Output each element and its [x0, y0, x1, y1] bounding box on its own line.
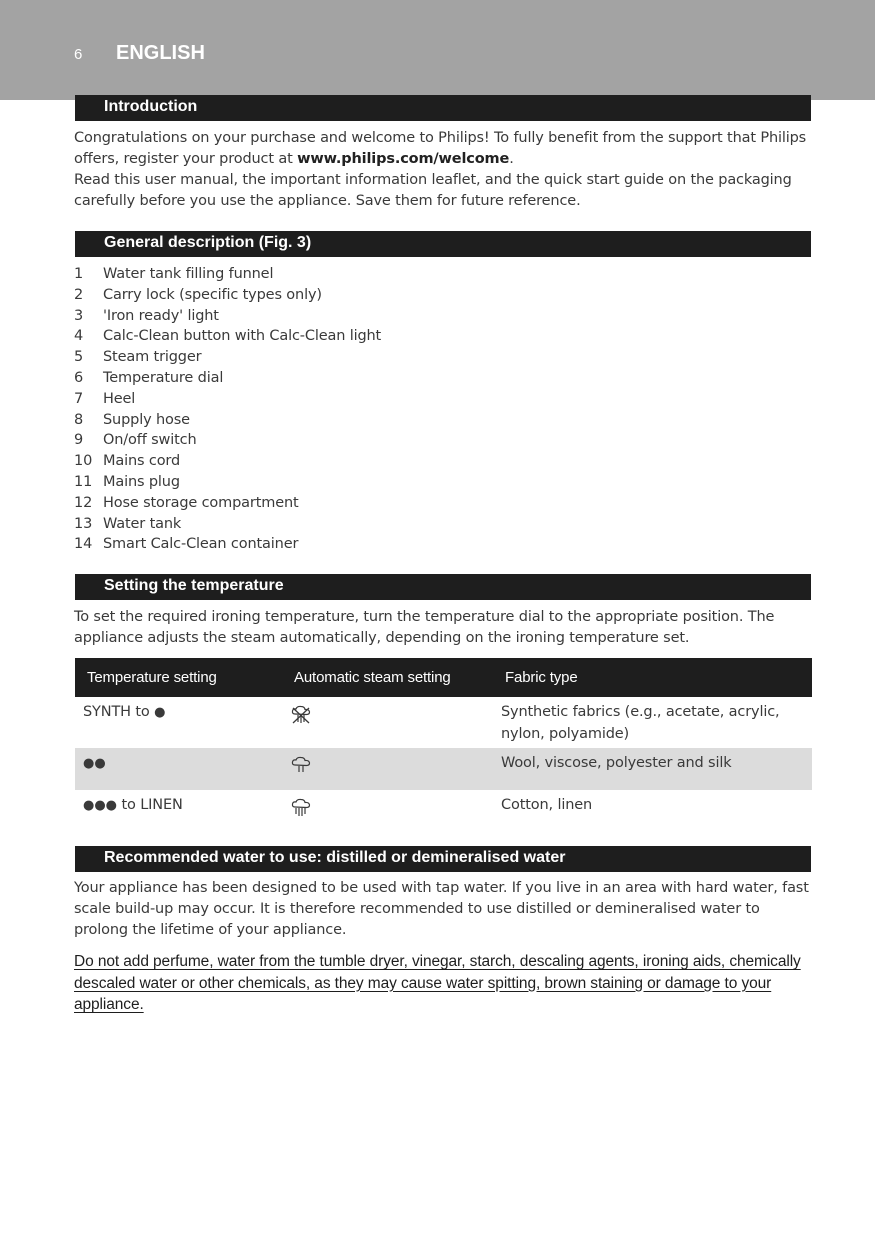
list-item-label: Smart Calc-Clean container — [103, 536, 299, 553]
list-item — [74, 451, 574, 472]
setting-suffix: to LINEN — [117, 797, 183, 813]
list-item-number: 13 — [74, 515, 93, 532]
temperature-dots: ● — [154, 705, 166, 720]
list-item-label: Carry lock (specific types only) — [103, 286, 322, 303]
table-row — [75, 748, 812, 790]
temperature-setting-cell — [75, 697, 282, 748]
list-item-label: Water tank — [103, 515, 182, 532]
list-item-number: 9 — [74, 432, 84, 449]
list-item-label: Hose storage compartment — [103, 494, 299, 511]
intro-text-a: Congratulations on your purchase and welcome to Philips! To fully benefit from the support that Philips offers, register your product at — [74, 130, 807, 167]
section-bar-general-description — [75, 231, 811, 257]
steam-setting-cell — [282, 790, 493, 844]
section-bar-setting-temperature — [75, 574, 811, 600]
list-item-label: Calc-Clean button with Calc-Clean light — [103, 328, 382, 345]
temperature-paragraph: To set the required ironing temperature, turn the temperature dial to the appropriate position. The appliance adjusts the steam automatically, depending on the ironing temperature set. — [74, 609, 775, 646]
list-item — [74, 264, 574, 285]
parts-list — [74, 264, 574, 555]
list-item-number: 11 — [74, 473, 93, 490]
section-title-introduction: Introduction — [104, 98, 198, 115]
page-number: 6 — [74, 46, 83, 63]
section-title-setting-temperature: Setting the temperature — [104, 577, 284, 594]
list-item-label: Water tank filling funnel — [103, 266, 274, 282]
section-title-recommended-water: Recommended water to use: distilled or demineralised water — [104, 849, 566, 866]
list-item-number: 2 — [74, 286, 84, 303]
table-row — [75, 790, 812, 844]
section-bar-introduction — [75, 95, 811, 121]
column-header-temperature-setting: Temperature setting — [75, 658, 282, 697]
temperature-table — [75, 658, 812, 844]
temperature-setting-cell — [75, 748, 282, 790]
table-header-row — [75, 658, 812, 697]
warning-text: Do not add perfume, water from the tumble dryer, vinegar, starch, descaling agents, ironing aids, chemically descaled water or other chemicals, as they may cause water spitting, brown staining or damage to your appliance. — [74, 953, 801, 1013]
list-item-label: On/off switch — [103, 432, 197, 449]
list-item-label: Steam trigger — [103, 349, 202, 366]
steam-setting-cell — [282, 748, 493, 790]
list-item-label: Heel — [103, 390, 136, 407]
steam-high-icon — [290, 798, 312, 818]
introduction-paragraph-2: Read this user manual, the important information leaflet, and the quick start guide on the packaging carefully before you use the appliance. Save them for future reference. — [74, 172, 792, 209]
temperature-dots: ●●● — [83, 798, 118, 813]
temperature-setting-cell — [75, 790, 282, 844]
intro-text-b: . — [509, 151, 514, 167]
list-item-number: 7 — [74, 390, 84, 407]
list-item-number: 5 — [74, 349, 84, 366]
list-item — [74, 472, 574, 493]
list-item-label: Supply hose — [103, 411, 190, 428]
list-item-number: 8 — [74, 411, 84, 428]
list-item — [74, 285, 574, 306]
list-item — [74, 410, 574, 431]
language-heading: ENGLISH — [116, 42, 205, 64]
list-item-label: Mains plug — [103, 473, 180, 490]
fabric-type-cell: Wool, viscose, polyester and silk — [493, 748, 812, 790]
list-item — [74, 430, 574, 451]
list-item — [74, 347, 574, 368]
fabric-type-cell: Synthetic fabrics (e.g., acetate, acrylic, nylon, polyamide) — [501, 704, 780, 742]
column-header-automatic-steam: Automatic steam setting — [282, 658, 493, 697]
fabric-type-cell: Cotton, linen — [501, 797, 593, 813]
table-row — [75, 697, 812, 748]
list-item — [74, 326, 574, 347]
list-item-number: 10 — [74, 453, 93, 470]
water-paragraph: Your appliance has been designed to be used with tap water. If you live in an area with hard water, fast scale build-up may occur. It is therefore recommended to use distilled or demineralised water to prolong the lifetime of your appliance. — [74, 880, 809, 938]
list-item-number: 3 — [74, 307, 84, 324]
list-item-label: 'Iron ready' light — [103, 307, 219, 324]
list-item-label: Mains cord — [103, 453, 181, 470]
list-item-number: 14 — [74, 536, 93, 553]
list-item-label: Temperature dial — [103, 369, 224, 386]
list-item — [74, 493, 574, 514]
list-item — [74, 306, 574, 327]
list-item — [74, 514, 574, 535]
list-item-number: 6 — [74, 369, 84, 386]
list-item — [74, 368, 574, 389]
steam-low-icon — [290, 756, 312, 776]
list-item — [74, 389, 574, 410]
introduction-paragraph-1 — [74, 128, 814, 170]
setting-text: SYNTH to — [83, 704, 155, 720]
water-warning — [74, 951, 814, 1016]
list-item-number: 1 — [74, 266, 84, 282]
philips-welcome-link[interactable]: www.philips.com/welcome — [297, 151, 510, 167]
list-item-number: 4 — [74, 328, 84, 345]
section-title-general-description: General description (Fig. 3) — [104, 234, 312, 251]
list-item-number: 12 — [74, 494, 93, 511]
steam-crossed-icon — [290, 705, 312, 725]
column-header-fabric-type: Fabric type — [493, 658, 812, 697]
steam-setting-cell — [282, 697, 493, 748]
list-item — [74, 534, 574, 555]
section-bar-recommended-water — [75, 846, 811, 872]
temperature-dots: ●● — [83, 756, 106, 771]
